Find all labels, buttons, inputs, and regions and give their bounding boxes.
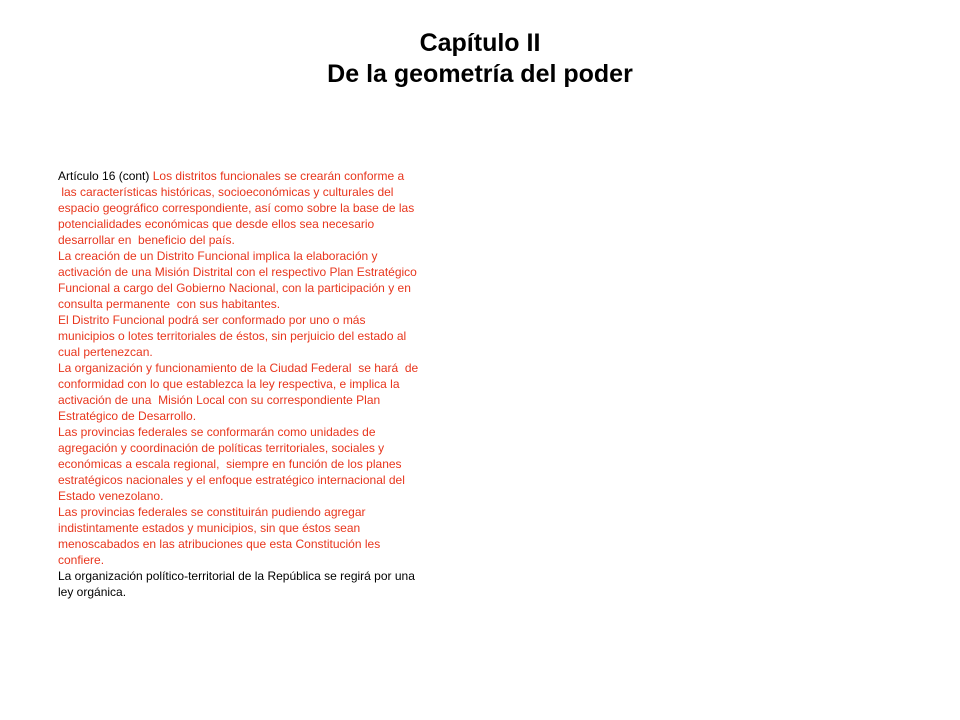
- title-line-chapter: Capítulo II: [419, 29, 541, 57]
- article-line: estratégicos nacionales y el enfoque estratégico internacional del: [58, 473, 405, 487]
- article-line: Las provincias federales se conformarán como unidades de: [58, 425, 376, 439]
- article-line: confiere.: [58, 553, 105, 567]
- article-line: indistintamente estados y municipios, sin que éstos sean: [58, 521, 361, 535]
- article-line: menoscabados en las atribuciones que esta Constitución les: [58, 537, 381, 551]
- article-line: desarrollar en beneficio del país.: [58, 233, 235, 247]
- article-line: conformidad con lo que establezca la ley respectiva, e implica la: [58, 377, 400, 391]
- article-line: las características históricas, socioeconómicas y culturales del: [58, 185, 394, 199]
- article-cont: (cont): [115, 169, 153, 183]
- article-line: La creación de un Distrito Funcional implica la elaboración y: [58, 249, 378, 263]
- article-line: económicas a escala regional, siempre en función de los planes: [58, 457, 402, 471]
- article-first-line-rest: Los distritos funcionales se crearán conforme a: [152, 169, 405, 183]
- article-line: espacio geográfico correspondiente, así como sobre la base de las: [58, 201, 415, 215]
- article-closing-line: La organización político-territorial de la República se regirá por una: [58, 569, 415, 583]
- article-line: activación de una Misión Local con su correspondiente Plan: [58, 393, 381, 407]
- article-line: La organización y funcionamiento de la Ciudad Federal se hará de: [58, 361, 419, 375]
- slide-title: [0, 28, 960, 90]
- article-line: Estratégico de Desarrollo.: [58, 409, 197, 423]
- article-first-line: [58, 168, 468, 184]
- title-line-subject: De la geometría del poder: [327, 60, 633, 88]
- article-body: [58, 168, 468, 600]
- article-line: Las provincias federales se constituirán pudiendo agregar: [58, 505, 366, 519]
- article-line: activación de una Misión Distrital con el respectivo Plan Estratégico: [58, 265, 417, 279]
- article-line: Estado venezolano.: [58, 489, 164, 503]
- article-line: consulta permanente con sus habitantes.: [58, 297, 281, 311]
- article-line: agregación y coordinación de políticas territoriales, sociales y: [58, 441, 385, 455]
- article-label: Artículo 16: [58, 169, 116, 183]
- article-line: municipios o lotes territoriales de éstos, sin perjuicio del estado al: [58, 329, 407, 343]
- article-line: Funcional a cargo del Gobierno Nacional, con la participación y en: [58, 281, 411, 295]
- article-line: potencialidades económicas que desde ellos sea necesario: [58, 217, 375, 231]
- article-line: El Distrito Funcional podrá ser conformado por uno o más: [58, 313, 366, 327]
- article-line: cual pertenezcan.: [58, 345, 153, 359]
- article-closing-line: ley orgánica.: [58, 585, 127, 599]
